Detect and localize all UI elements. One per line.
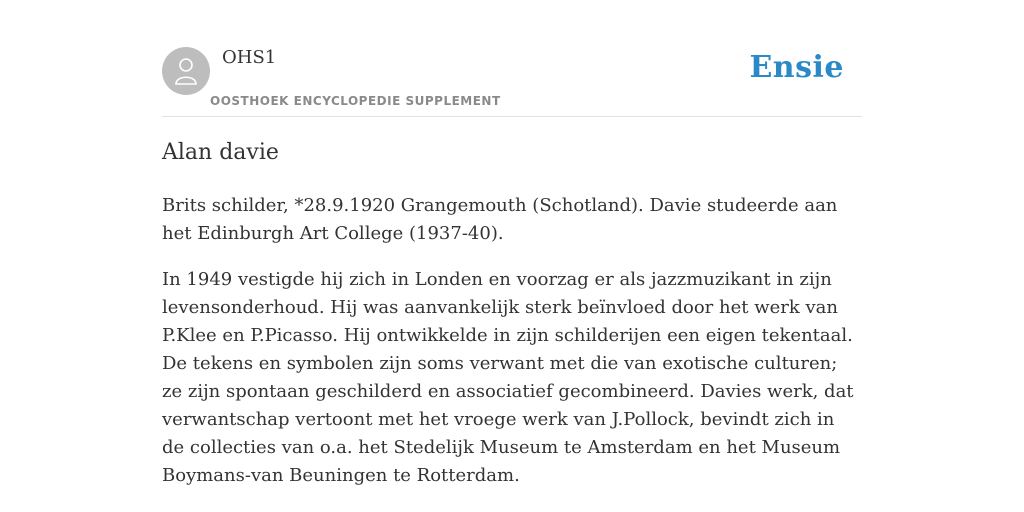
- article-paragraph: Brits schilder, *28.9.1920 Grangemouth (Schotland). Davie studeerde aan het Edinburgh Art College (1937-40).: [162, 195, 838, 244]
- site-logo[interactable]: Ensie: [749, 50, 844, 85]
- header: [162, 0, 862, 117]
- article-body: [162, 192, 862, 508]
- page-container: [162, 0, 862, 486]
- article-paragraph: In 1949 vestigde hij zich in Londen en voorzag er als jazzmuzikant in zijn levensonderhoud. Hij was aanvankelijk sterk beïnvloed door het werk van P.Klee en P.Picasso. Hij ontwikkelde in zijn schilderijen een eigen tekentaal. De tekens en symbolen zijn soms verwant met die van exotische culturen; ze zijn spontaan geschilderd en associatief gecombineerd. Davies werk, dat verwantschap vertoont met het vroege werk van J.Pollock, bevindt zich in de collecties van o.a. het Stedelijk Museum te Amsterdam en het Museum Boymans-van Beuningen te Rotterdam.: [162, 269, 854, 486]
- user-icon: [174, 57, 198, 85]
- avatar[interactable]: [162, 47, 210, 95]
- author-name[interactable]: OHS1: [222, 47, 277, 68]
- article-title: Alan davie: [162, 140, 279, 165]
- source-label[interactable]: OOSTHOEK ENCYCLOPEDIE SUPPLEMENT: [210, 94, 501, 108]
